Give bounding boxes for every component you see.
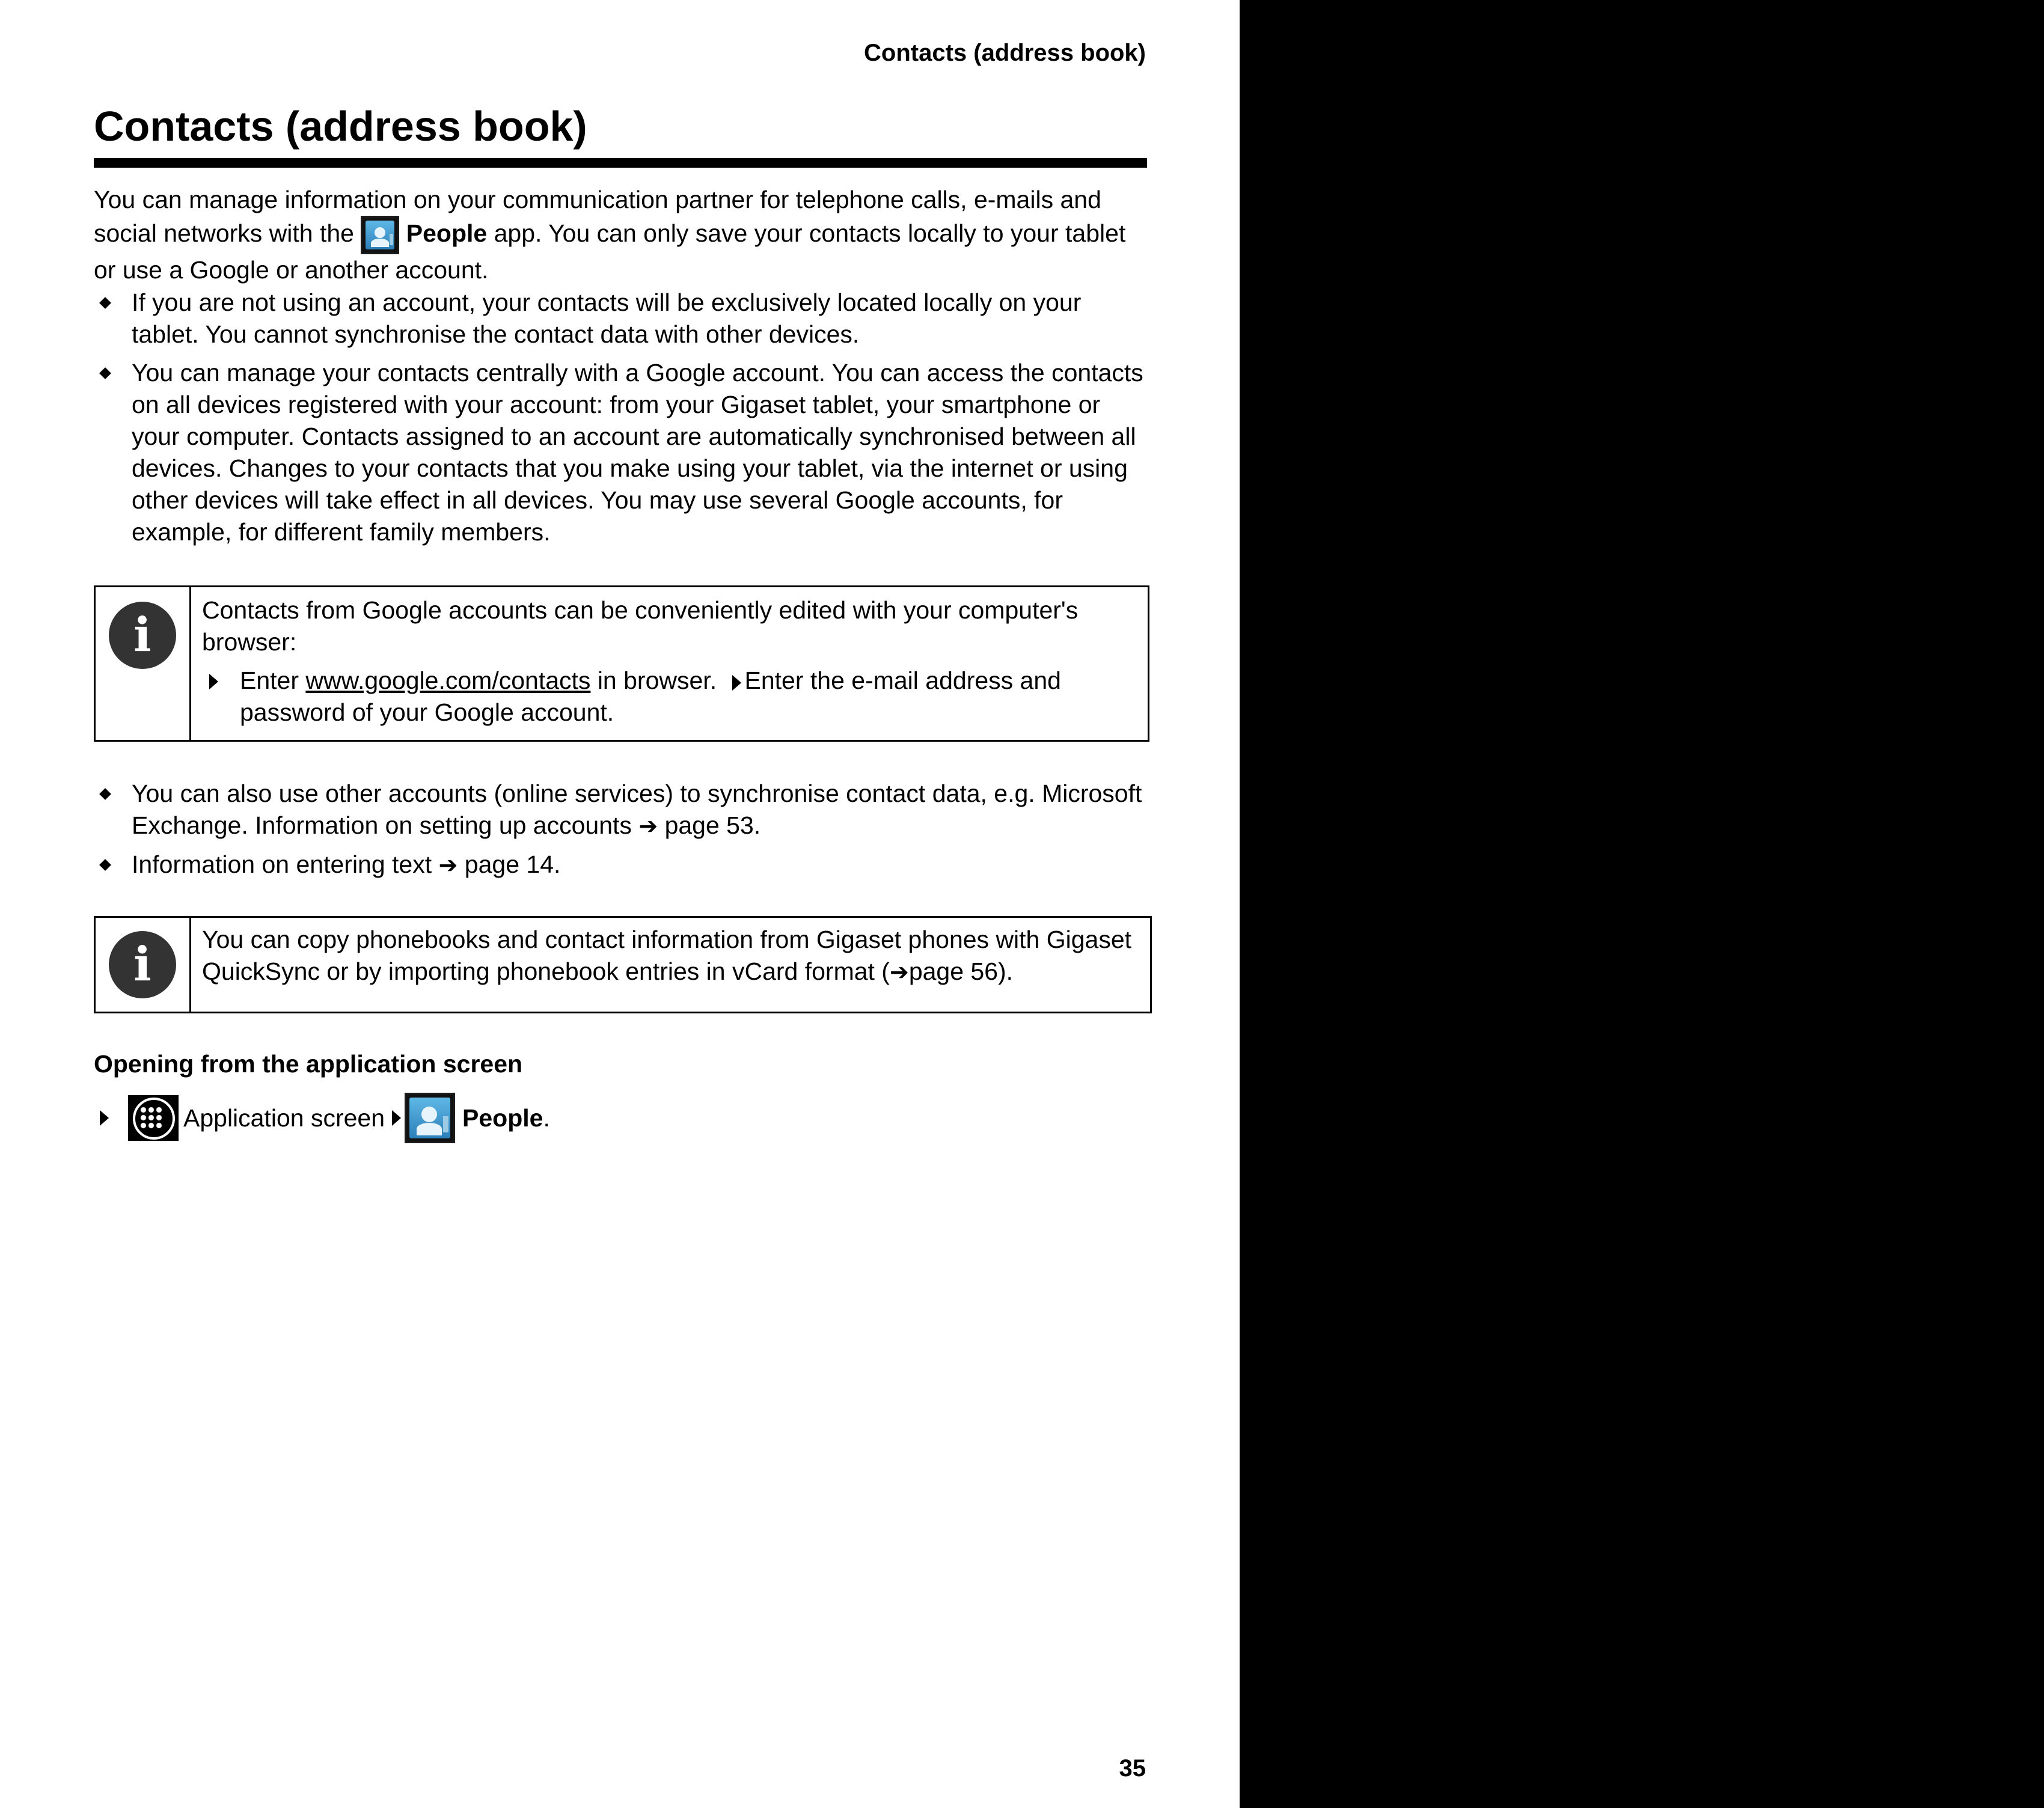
page-number: 35 <box>1119 1755 1146 1782</box>
step-2-text: Enter the e-mail address and password of your Google account. <box>240 667 1061 726</box>
info-box-quicksync <box>94 916 1152 1013</box>
diamond-bullet-icon <box>99 859 111 871</box>
diamond-bullet-icon <box>99 367 111 379</box>
google-contacts-link[interactable]: www.google.com/contacts <box>305 667 591 694</box>
application-screen-label: Application screen <box>183 1104 385 1132</box>
info-box-google-contacts <box>94 585 1149 742</box>
step-after-link: in browser. <box>597 667 717 694</box>
list-item <box>94 357 1146 548</box>
info-icon: i <box>109 931 176 998</box>
diamond-bullet-icon <box>99 297 111 309</box>
section-heading: Opening from the application screen <box>94 1050 523 1078</box>
arrow-right-icon: ➔ <box>638 813 658 839</box>
instruction-step <box>202 665 1136 728</box>
list-item <box>94 778 1146 842</box>
info-icon: i <box>109 602 176 669</box>
arrow-right-icon: ➔ <box>438 852 458 878</box>
step-arrow-icon <box>100 1110 109 1126</box>
list-item-text: You can also use other accounts (online services) to synchronise contact data, e.g. Microsoft Exchange. Information on setting up accounts <box>132 780 1142 839</box>
apps-grid-icon <box>128 1095 179 1141</box>
page-title: Contacts (address book) <box>94 103 587 150</box>
intro-paragraph <box>94 184 1147 286</box>
intro-text-end: app. You can only save your contacts locally to your tablet or use a Google or another account. <box>94 219 1126 284</box>
page-reference[interactable]: page 14. <box>464 851 561 878</box>
step-arrow-icon <box>732 675 741 691</box>
list-item-text: If you are not using an account, your contacts will be exclusively located locally on your tablet. You cannot synchronise the contact data with other devices. <box>132 289 1082 348</box>
list-item-text: Information on entering text <box>132 851 432 878</box>
people-app-name: People <box>406 219 488 247</box>
people-app-icon <box>405 1093 455 1143</box>
title-rule <box>94 158 1147 168</box>
intro-text-start: You can manage information on your communication partner for telephone calls, e-mails and social networks with the <box>94 186 1101 247</box>
step-enter-label: Enter <box>240 667 299 694</box>
step-arrow-icon <box>392 1110 401 1126</box>
arrow-right-icon: ➔ <box>889 959 909 985</box>
diamond-bullet-icon <box>99 788 111 800</box>
page-reference[interactable]: page 53. <box>664 811 761 839</box>
instruction-step-open-people: Application screen People . <box>94 1093 550 1143</box>
step-arrow-icon <box>209 674 218 689</box>
bullet-list-accounts <box>94 287 1146 555</box>
page-reference[interactable]: page 56 <box>908 957 999 985</box>
people-app-name: People <box>462 1104 543 1132</box>
list-item-text: You can manage your contacts centrally with a Google account. You can access the contacts on all devices registered with your account: from your Gigaset tablet, your smartphone or your computer. Contacts assigned to an account are automatically synchronised between all devices. Changes to your contacts that you make using your tablet, via the internet or using other devices will take effect in all devices. You may use several Google accounts, for example, for different family members. <box>132 359 1143 546</box>
info-box-text: Contacts from Google accounts can be conveniently edited with your computer's browser: <box>202 596 1079 656</box>
people-app-icon <box>361 216 399 254</box>
list-item <box>94 849 1146 881</box>
running-header: Contacts (address book) <box>864 40 1146 66</box>
info-box-text: You can copy phonebooks and contact information from Gigaset phones with Gigaset QuickSync or by importing phonebook entries in vCard format (➔page 56). <box>202 926 1132 985</box>
list-item <box>94 287 1146 350</box>
bullet-list-other-accounts <box>94 778 1146 888</box>
